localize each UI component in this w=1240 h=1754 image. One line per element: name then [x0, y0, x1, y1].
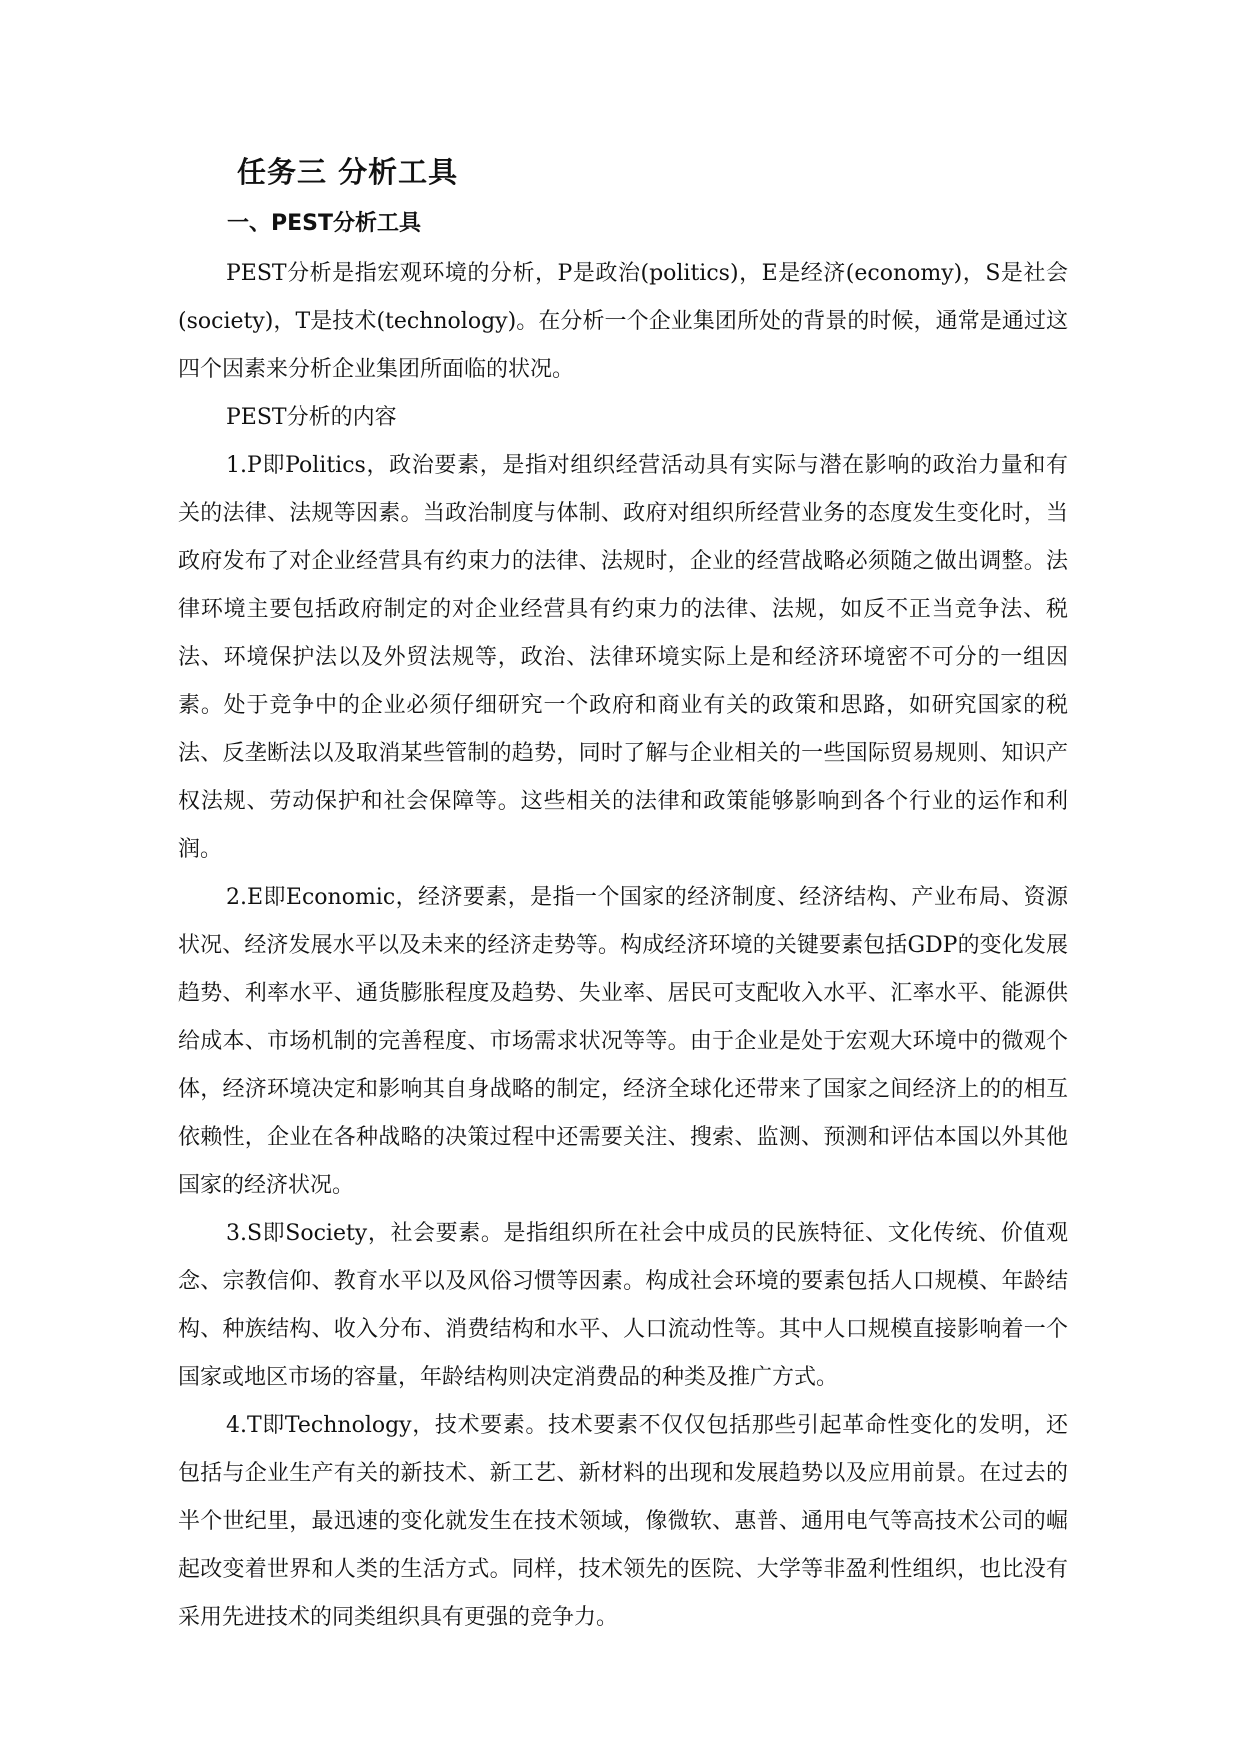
paragraph-pest-content-label: PEST分析的内容 — [226, 405, 397, 430]
paragraph-pest-intro: PEST分析是指宏观环境的分析，P是政治(politics)，E是经济(economy)，S是社会(society)，T是技术(technology)。在分析一个企业集团所处的背景的时候，通常是通过这四个因素来分析企业集团所面临的状况。 — [178, 261, 1068, 382]
document-title: 任务三 分析工具 — [237, 155, 459, 189]
paragraph-politics: 1.P即Politics，政治要素，是指对组织经营活动具有实际与潜在影响的政治力量和有关的法律、法规等因素。当政治制度与体制、政府对组织所经营业务的态度发生变化时，当政府发布了对企业经营具有约束力的法律、法规时，企业的经营战略必须随之做出调整。法律环境主要包括政府制定的对企业经营具有约束力的法律、法规，如反不正当竞争法、税法、环境保护法以及外贸法规等，政治、法律环境实际上是和经济环境密不可分的一组因素。处于竞争中的企业必须仔细研究一个政府和商业有关的政策和思路，如研究国家的税法、反垄断法以及取消某些管制的趋势，同时了解与企业相关的一些国际贸易规则、知识产权法规、劳动保护和社会保障等。这些相关的法律和政策能够影响到各个行业的运作和利润。 — [178, 453, 1068, 862]
paragraph-technology: 4.T即Technology，技术要素。技术要素不仅仅包括那些引起革命性变化的发明，还包括与企业生产有关的新技术、新工艺、新材料的出现和发展趋势以及应用前景。在过去的半个世纪里，最迅速的变化就发生在技术领域，像微软、惠普、通用电气等高技术公司的崛起改变着世界和人类的生活方式。同样，技术领先的医院、大学等非盈利性组织，也比没有采用先进技术的同类组织具有更强的竞争力。 — [178, 1413, 1068, 1630]
section-heading: 一、PEST分析工具 — [227, 211, 422, 236]
document-page — [178, 150, 1068, 1642]
paragraph-society: 3.S即Society，社会要素。是指组织所在社会中成员的民族特征、文化传统、价值观念、宗教信仰、教育水平以及风俗习惯等因素。构成社会环境的要素包括人口规模、年龄结构、种族结构、收入分布、消费结构和水平、人口流动性等。其中人口规模直接影响着一个国家或地区市场的容量，年龄结构则决定消费品的种类及推广方式。 — [178, 1221, 1068, 1390]
paragraph-economic: 2.E即Economic，经济要素，是指一个国家的经济制度、经济结构、产业布局、资源状况、经济发展水平以及未来的经济走势等。构成经济环境的关键要素包括GDP的变化发展趋势、利率水平、通货膨胀程度及趋势、失业率、居民可支配收入水平、汇率水平、能源供给成本、市场机制的完善程度、市场需求状况等等。由于企业是处于宏观大环境中的微观个体，经济环境决定和影响其自身战略的制定，经济全球化还带来了国家之间经济上的的相互依赖性，企业在各种战略的决策过程中还需要关注、搜索、监测、预测和评估本国以外其他国家的经济状况。 — [178, 885, 1068, 1198]
